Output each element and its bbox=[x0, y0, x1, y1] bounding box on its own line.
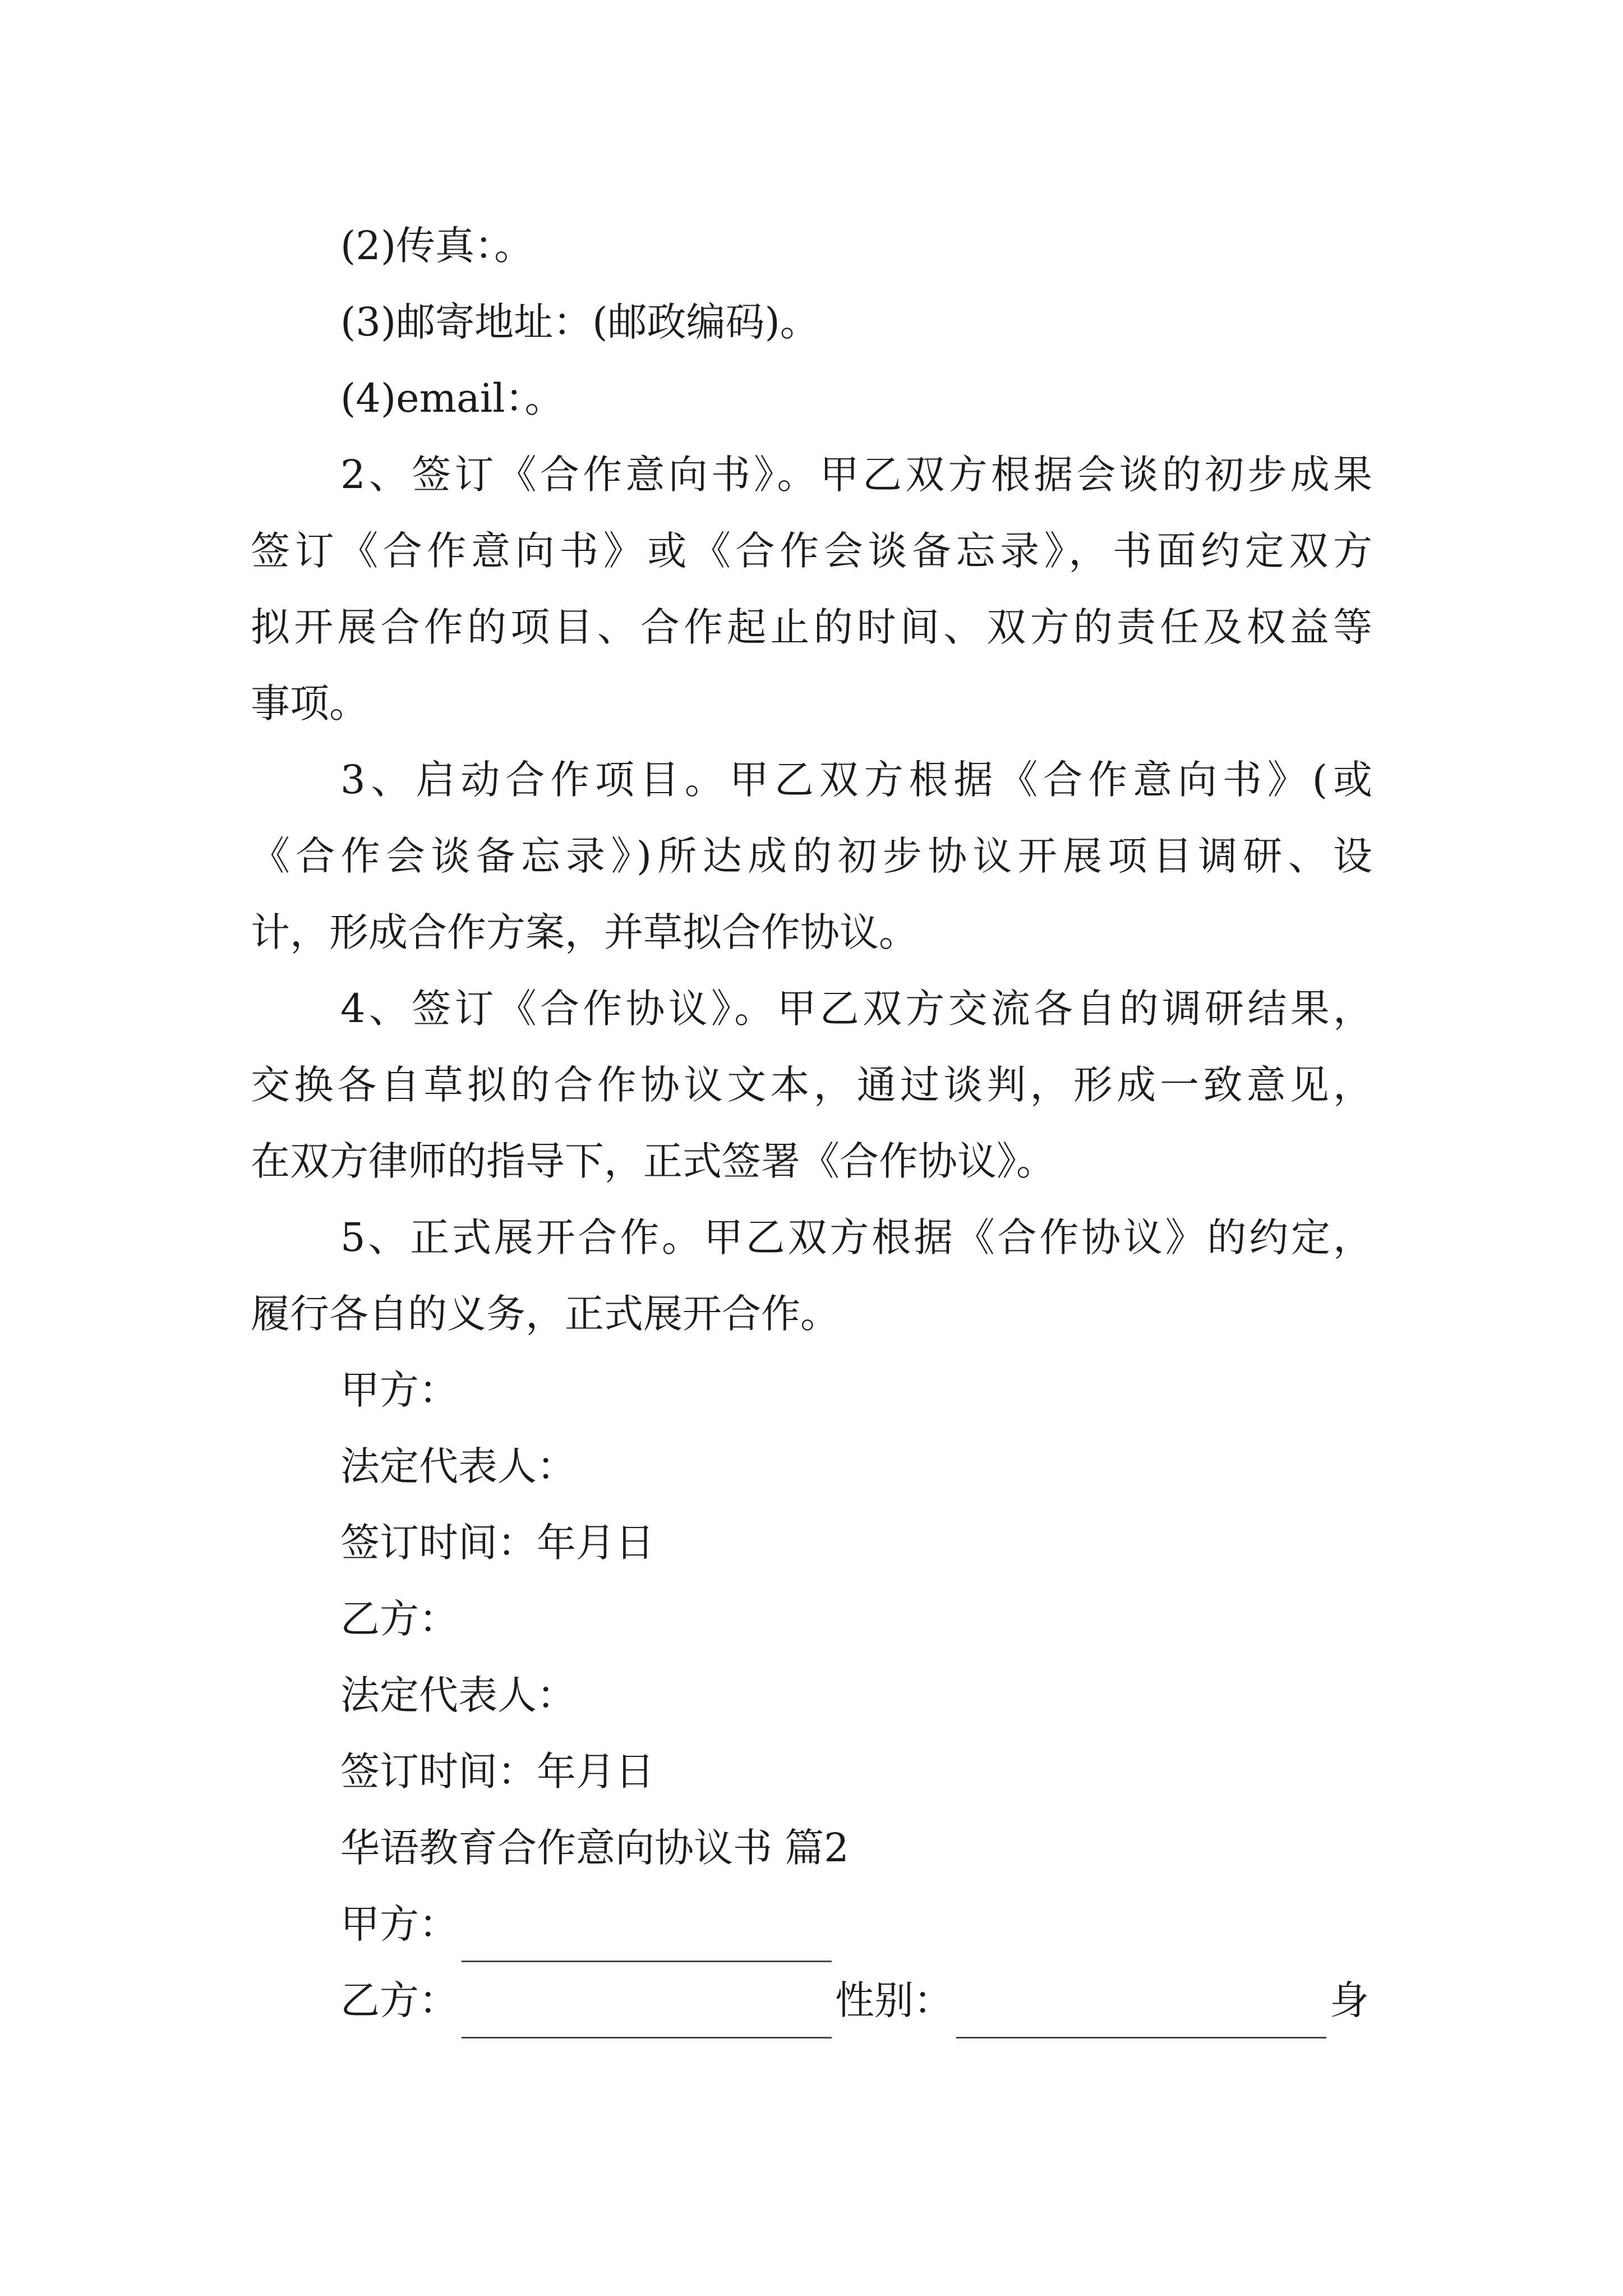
party-b-field-row bbox=[251, 1962, 1372, 2039]
contact-item-email: (4)email：。 bbox=[340, 375, 564, 421]
party-a-field-label: 甲方： bbox=[340, 1901, 458, 1947]
party-b-field-label: 乙方： bbox=[340, 1977, 458, 2023]
legal-representative-label: 法定代表人： bbox=[340, 1443, 576, 1489]
gender-blank-line bbox=[956, 1998, 1326, 2039]
paragraph-line: 履行各自的义务，正式展开合作。 bbox=[251, 1291, 840, 1337]
signing-date-label: 签订时间：年月日 bbox=[340, 1749, 654, 1795]
paragraph-line: 4、签订《合作协议》。甲乙双方交流各自的调研结果， bbox=[340, 986, 1372, 1032]
legal-representative-label: 法定代表人： bbox=[340, 1672, 576, 1718]
party-a-blank-line bbox=[462, 1921, 832, 1962]
section-title: 华语教育合作意向协议书 篇2 bbox=[340, 1825, 849, 1871]
paragraph-step-5 bbox=[251, 1199, 1372, 1352]
gender-field-label: 性别： bbox=[835, 1977, 953, 2023]
contact-item-address: (3)邮寄地址：(邮政编码)。 bbox=[340, 299, 819, 345]
paragraph-line: 3、启动合作项目。甲乙双方根据《合作意向书》(或 bbox=[340, 757, 1372, 803]
party-a-label: 甲方： bbox=[340, 1367, 458, 1413]
paragraph-step-3 bbox=[251, 742, 1372, 970]
trailing-text: 身 bbox=[1330, 1977, 1369, 2023]
contact-item-fax: (2)传真：。 bbox=[340, 223, 534, 269]
paragraph-line: 交换各自草拟的合作协议文本，通过谈判，形成一致意见， bbox=[251, 1062, 1372, 1108]
paragraph-step-4 bbox=[251, 970, 1372, 1199]
party-b-blank-line bbox=[462, 1998, 832, 2039]
paragraph-line: 5、正式展开合作。甲乙双方根据《合作协议》的约定， bbox=[340, 1214, 1372, 1260]
paragraph-line: 2、签订《合作意向书》。甲乙双方根据会谈的初步成果 bbox=[340, 452, 1372, 498]
party-b-label: 乙方： bbox=[340, 1596, 458, 1642]
paragraph-line: 计，形成合作方案，并草拟合作协议。 bbox=[251, 909, 918, 955]
paragraph-line: 事项。 bbox=[251, 680, 368, 726]
paragraph-line: 拟开展合作的项目、合作起止的时间、双方的责任及权益等 bbox=[251, 604, 1372, 650]
paragraph-step-2 bbox=[251, 436, 1372, 742]
document-body bbox=[251, 208, 1372, 2039]
paragraph-line: 《合作会谈备忘录》)所达成的初步协议开展项目调研、设 bbox=[251, 833, 1372, 879]
paragraph-line: 在双方律师的指导下，正式签署《合作协议》。 bbox=[251, 1138, 1055, 1184]
signing-date-label: 签订时间：年月日 bbox=[340, 1520, 654, 1566]
signature-block bbox=[251, 1352, 1372, 1810]
party-a-field-row bbox=[251, 1886, 1372, 1962]
paragraph-line: 签订《合作意向书》或《合作会谈备忘录》，书面约定双方 bbox=[251, 528, 1372, 574]
